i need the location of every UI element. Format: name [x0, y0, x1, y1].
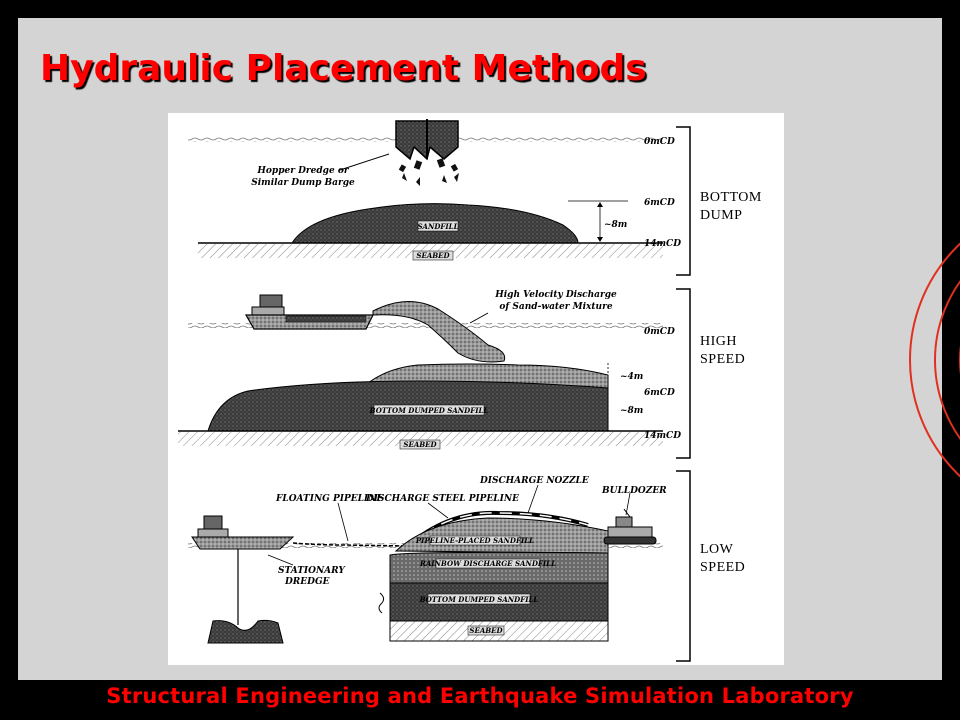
category-line2: DUMP: [700, 208, 743, 223]
dredged-borrow-pit: [208, 620, 283, 643]
discharge-barge: [246, 295, 373, 329]
section-bracket: [676, 127, 690, 275]
rainbow-sandfill-label: RAINBOW DISCHARGE SANDFILL: [420, 559, 556, 568]
category-line1: HIGH: [700, 334, 737, 349]
seabed-label: SEABED: [469, 626, 503, 635]
bottom-dump-section: [188, 119, 762, 275]
cross-section-diagram: [168, 113, 784, 665]
depth-top: 0mCD: [644, 137, 675, 147]
section-bracket: [676, 471, 690, 661]
depth-bottom: 14mCD: [644, 239, 682, 249]
depth-upper: ~4m: [620, 372, 644, 382]
dredge-label-line1: Hopper Dredge or: [257, 166, 349, 176]
category-line2: SPEED: [700, 352, 746, 367]
hopper-barge: [396, 119, 458, 159]
bottom-sandfill-label: BOTTOM DUMPED SANDFILL: [419, 595, 539, 604]
depth-mid: 6mCD: [644, 198, 675, 208]
leader-line: [470, 313, 488, 323]
category-line1: LOW: [700, 542, 734, 557]
seabed-label: SEABED: [403, 440, 437, 449]
discharge-nozzle-label: DISCHARGE NOZZLE: [480, 476, 589, 486]
high-speed-section: [178, 289, 745, 458]
stationary-dredge-line2: DREDGE: [285, 577, 330, 587]
slide-title: Hydraulic Placement Methods: [40, 48, 647, 89]
category-line1: BOTTOM: [700, 190, 762, 205]
depth-bottom: 14mCD: [644, 431, 682, 441]
steel-pipeline-label: DISCHARGE STEEL PIPELINE: [366, 494, 519, 504]
depth-top: 0mCD: [644, 327, 675, 337]
falling-sand: [399, 158, 459, 186]
dredge-label-line2: Similar Dump Barge: [251, 178, 355, 188]
low-speed-section: [188, 471, 745, 661]
discharge-jet: [373, 301, 505, 362]
discharge-label-line2: of Sand-water Mixture: [499, 302, 613, 312]
slide-footer: Structural Engineering and Earthquake Simulation Laboratory: [106, 684, 854, 708]
depth-mid: 6mCD: [644, 388, 675, 398]
discharge-label-line1: High Velocity Discharge: [495, 290, 617, 300]
bulldozer: [604, 509, 656, 544]
sandfill-label: SANDFILL: [417, 222, 459, 231]
depth-height: ~8m: [604, 220, 628, 230]
bulldozer-label: BULLDOZER: [602, 486, 667, 496]
category-line2: SPEED: [700, 560, 746, 575]
sandfill-label: BOTTOM DUMPED SANDFILL: [369, 406, 489, 415]
pipeline-sandfill-label: PIPELINE-PLACED SANDFILL: [415, 536, 535, 545]
seabed-label: SEABED: [416, 251, 450, 260]
floating-pipeline-label: FLOATING PIPELINE: [276, 494, 384, 504]
stationary-dredge-line1: STATIONARY: [278, 566, 345, 576]
placement-methods-figure: [168, 113, 784, 665]
depth-lower: ~8m: [620, 406, 644, 416]
